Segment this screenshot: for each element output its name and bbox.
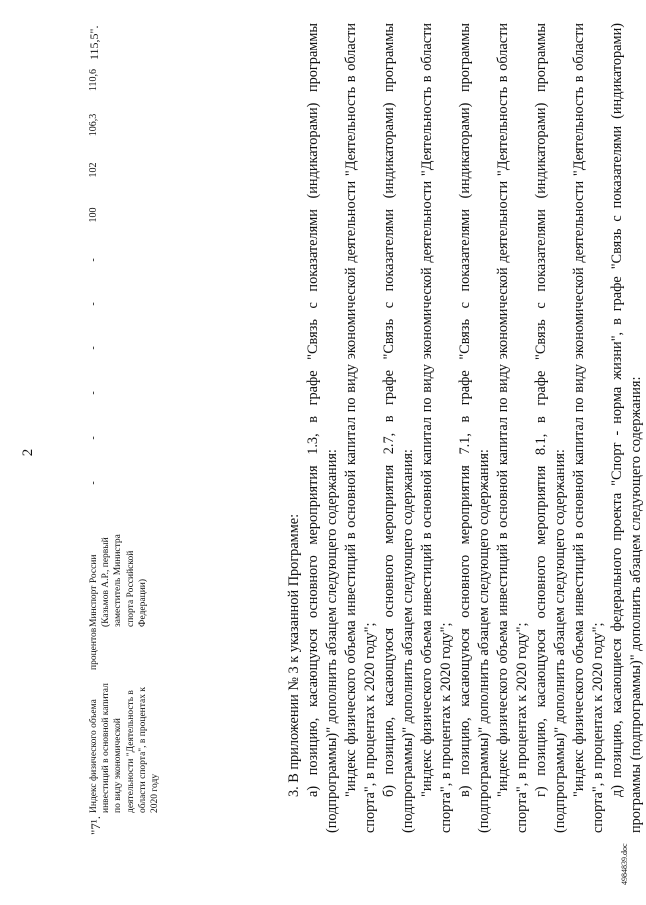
value-cell: 102 [88,162,99,178]
page-number: 2 [20,448,36,457]
amendments-text [285,23,646,833]
value-cell: - [88,391,99,395]
value-cell: 100 [88,207,99,223]
indicator-name: Индекс физического объема инвестиций в основной капитал по виду экономической деятельности "Деятельность в области спорта", в процентах к 2020 году [89,683,161,813]
paragraph: а) позицию, касающуюся основного мероприятия 1.3, в графе "Связь с показателями (индикаторами) программы (подпрограммы)" дополнить абзацем следующего содержания: [305,23,340,833]
value-cell: - [88,258,99,262]
paragraph: г) позицию, касающуюся основного мероприятия 8.1, в графе "Связь с показателями (индикаторами) программы (подпрограммы)" дополнить абзацем следующего содержания: [533,23,568,833]
unit-cell: процентов [89,627,99,670]
paragraph: "индекс физического объема инвестиций в основной капитал по виду экономической деятельности "Деятельность в области спорта", в процентах к 2020 году"; [495,23,530,833]
paragraph: д) позицию, касающиеся федерального проекта "Спорт - норма жизни", в графе "Связь с показателями (индикаторами) программы (подпрограммы)" дополнить абзацем следующего содержания: [609,23,644,833]
paragraph: "индекс физического объема инвестиций в основной капитал по виду экономической деятельности "Деятельность в области спорта", в процентах к 2020 году"; [343,23,378,833]
paragraph: "индекс физического объема инвестиций в основной капитал по виду экономической деятельности "Деятельность в области спорта", в процентах к 2020 году"; [571,23,606,833]
paragraph: в) позицию, касающуюся основного мероприятия 7.1, в графе "Связь с показателями (индикаторами) программы (подпрограммы)" дополнить абзацем следующего содержания: [457,23,492,833]
value-cell: 106,3 [88,113,99,137]
document-code: 4984839.doc [620,843,629,885]
responsible-cell: Минспорт России (Казьмов А.Р., первый заместитель Министра спорта Российской Федерации) [89,534,148,627]
value-cell: - [88,302,99,306]
value-cell: - [88,346,99,350]
paragraph: 3. В приложении № 3 к указанной Программе: [286,513,302,797]
row-number: "7¹. [88,816,103,835]
value-cell: - [88,436,99,440]
paragraph: "индекс физического объема инвестиций в основной капитал по виду экономической деятельности "Деятельность в области спорта", в процентах к 2020 году"; [419,23,454,833]
value-cell: 110,6 [88,68,99,92]
value-cell: - [88,481,99,485]
value-cell: 115,5". [87,25,101,60]
paragraph: б) позицию, касающуюся основного мероприятия 2.7, в графе "Связь с показателями (индикаторами) программы (подпрограммы)" дополнить абзацем следующего содержания: [381,23,416,833]
